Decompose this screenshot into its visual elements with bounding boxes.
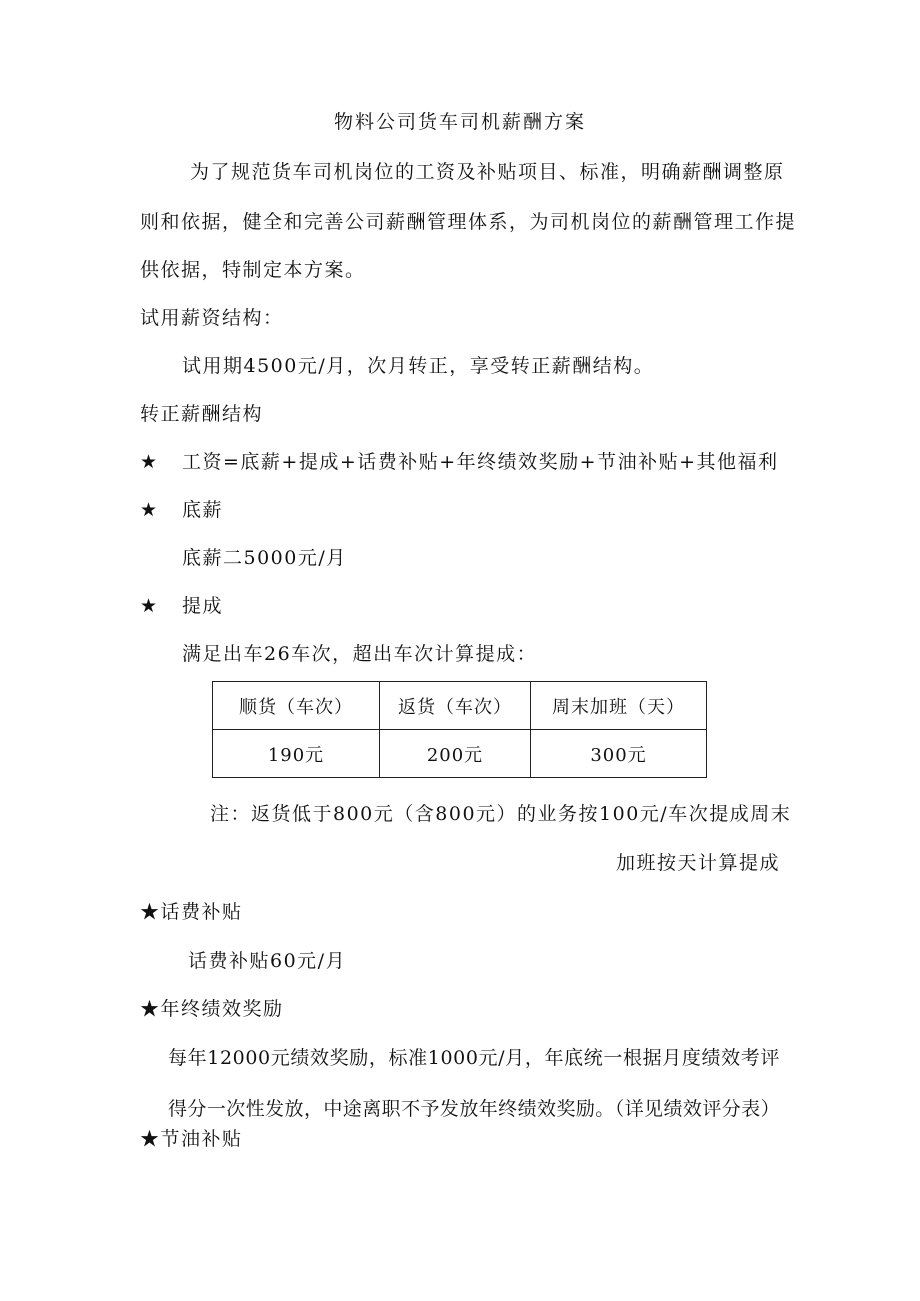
star-icon: ★ [140, 499, 159, 521]
commission-table [212, 681, 707, 778]
base-heading: 底薪 [182, 499, 224, 521]
table-header-cell: 返货（车次） [380, 682, 531, 730]
base-heading-item [140, 498, 223, 522]
phone-heading: ★话费补贴 [140, 901, 243, 923]
regular-heading: 转正薪酬结构 [140, 403, 264, 425]
table-header-row [213, 682, 707, 730]
star-icon: ★ [140, 595, 159, 617]
table-cell: 300元 [531, 730, 707, 778]
fuel-heading: ★节油补贴 [140, 1128, 243, 1150]
intro-line-1: 为了规范货车司机岗位的工资及补贴项目、标准，明确薪酬调整原 [190, 161, 785, 183]
commission-heading-item [140, 594, 223, 618]
probation-text: 试用期4500元/月，次月转正，享受转正薪酬结构。 [182, 355, 655, 377]
table-row [213, 730, 707, 778]
table-header-cell: 周末加班（天） [531, 682, 707, 730]
note-line-1: 注：返货低于800元（含800元）的业务按100元/车次提成周末 [210, 803, 792, 825]
intro-line-3: 供依据，特制定本方案。 [140, 259, 366, 281]
table-header-cell: 顺货（车次） [213, 682, 380, 730]
formula-item [140, 450, 779, 474]
intro-line-2: 则和依据，健全和完善公司薪酬管理体系，为司机岗位的薪酬管理工作提 [140, 211, 797, 233]
bonus-heading: ★年终绩效奖励 [140, 998, 284, 1020]
star-icon: ★ [140, 451, 159, 473]
commission-heading: 提成 [182, 595, 224, 617]
base-text: 底薪二5000元/月 [182, 547, 347, 569]
bonus-line-2: 得分一次性发放，中途离职不予发放年终绩效奖励。（详见绩效评分表） [168, 1098, 780, 1120]
note-line-2: 加班按天计算提成 [615, 852, 780, 874]
document-title: 物料公司货车司机薪酬方案 [333, 111, 586, 133]
bonus-line-1: 每年12000元绩效奖励，标准1000元/月，年底统一根据月度绩效考评 [168, 1047, 780, 1069]
table-cell: 200元 [380, 730, 531, 778]
salary-formula: 工资=底薪+提成+话费补贴+年终绩效奖励+节油补贴+其他福利 [182, 451, 779, 473]
phone-text: 话费补贴60元/月 [188, 950, 347, 972]
probation-heading: 试用薪资结构： [140, 307, 284, 329]
commission-text: 满足出车26车次，超出车次计算提成： [182, 643, 538, 665]
table-cell: 190元 [213, 730, 380, 778]
